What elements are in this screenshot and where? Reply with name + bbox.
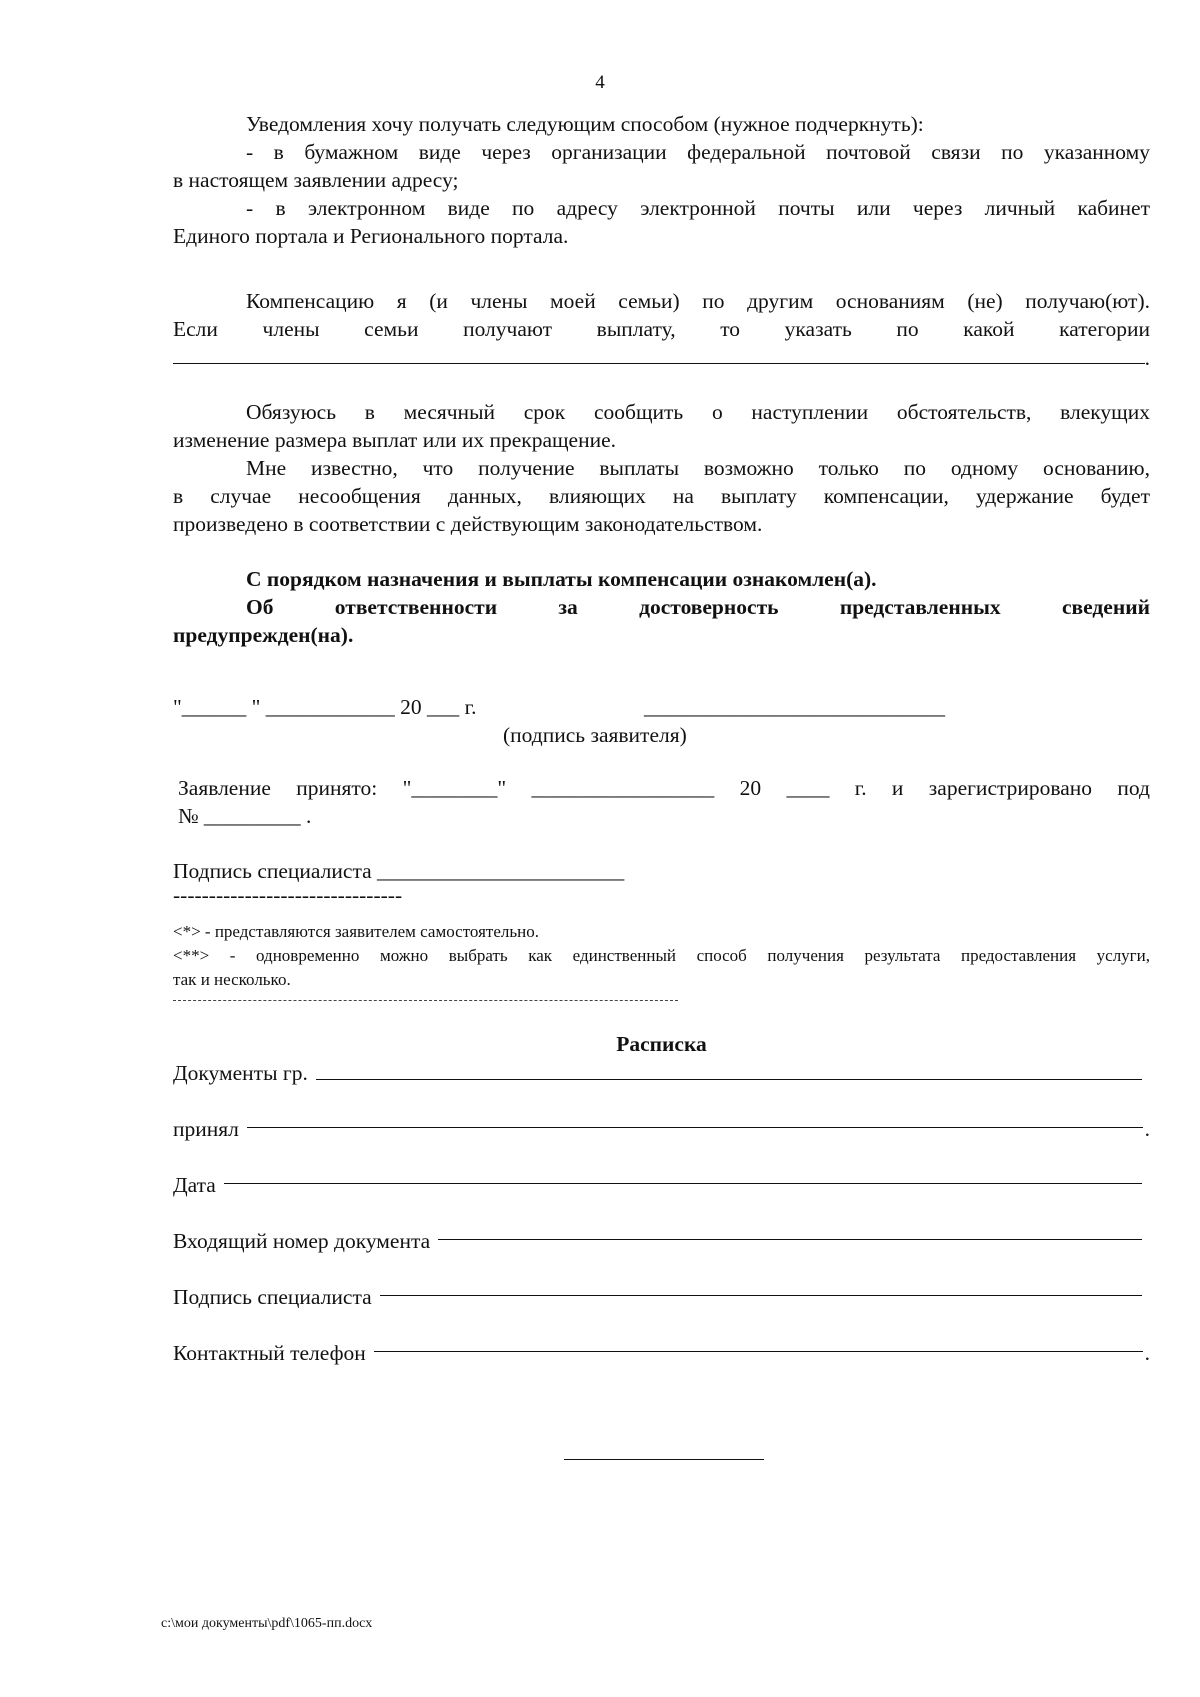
compensation-line-2: Если члены семьи получают выплату, то указать по какой категории <box>173 317 1150 341</box>
category-blank-end: . <box>1144 346 1150 370</box>
dashed-divider <box>173 1000 678 1001</box>
acknowledgement-line-3: предупрежден(на). <box>173 623 354 647</box>
receipt-field-row[interactable] <box>173 1254 1150 1310</box>
receipt-field-label: Документы гр. <box>173 1061 308 1085</box>
receipt-field-blank[interactable] <box>380 1273 1142 1296</box>
footnote-2: <**> - одновременно можно выбрать как единственный способ получения результата предоставления услуги, <box>173 946 1150 965</box>
receipt-section <box>173 1030 1150 1366</box>
notifications-section <box>173 110 1150 250</box>
obligation-p1-line2: изменение размера выплат или их прекращение. <box>173 428 617 452</box>
receipt-field-label: Контактный телефон <box>173 1341 366 1365</box>
receipt-field-blank[interactable] <box>224 1161 1142 1184</box>
receipt-field-blank[interactable] <box>316 1057 1142 1080</box>
receipt-title: Расписка <box>616 1032 707 1056</box>
receipt-field-tail: . <box>1144 1341 1150 1365</box>
application-accepted-section <box>173 774 1150 830</box>
notification-option-electronic: - в электронном виде по адресу электронной почты или через личный кабинет <box>246 196 1150 220</box>
signature-date-field[interactable]: "______ " ____________ 20 ___ г. <box>173 695 477 719</box>
obligations-section <box>173 398 1150 538</box>
accepted-line-1[interactable]: Заявление принято: "________" _________________ 20 ____ г. и зарегистрировано под <box>178 776 1150 800</box>
obligation-p1-line1: Обязуюсь в месячный срок сообщить о наступлении обстоятельств, влекущих <box>246 400 1150 424</box>
specialist-signature-section <box>173 857 1150 905</box>
compensation-section <box>173 287 1150 371</box>
signature-caption: (подпись заявителя) <box>503 723 687 747</box>
receipt-field-blank[interactable] <box>438 1217 1142 1240</box>
obligation-p2-line1: Мне известно, что получение выплаты возможно только по одному основанию, <box>246 456 1150 480</box>
receipt-field-label: Дата <box>173 1173 216 1197</box>
end-of-document-line <box>564 1459 764 1460</box>
acknowledgement-section <box>173 565 1150 649</box>
receipt-field-tail: . <box>1144 1117 1150 1141</box>
category-blank-line <box>173 345 1145 364</box>
footnote-1: <*> - представляются заявителем самостоятельно. <box>173 922 539 941</box>
footnote-bottom-divider <box>173 1000 678 1001</box>
receipt-field-blank[interactable] <box>247 1105 1143 1128</box>
receipt-field-row[interactable] <box>173 1086 1150 1142</box>
specialist-signature-field[interactable]: Подпись специалиста _______________________ <box>173 859 625 883</box>
footnotes-section <box>173 920 1150 992</box>
notifications-intro: Уведомления хочу получать следующим способом (нужное подчеркнуть): <box>246 112 924 136</box>
receipt-field-row[interactable] <box>173 1142 1150 1198</box>
acknowledgement-line-1: С порядком назначения и выплаты компенсации ознакомлен(а). <box>246 567 877 591</box>
receipt-fields <box>173 1058 1150 1366</box>
applicant-signature-row <box>173 693 1150 749</box>
receipt-field-label: принял <box>173 1117 239 1141</box>
receipt-field-row[interactable] <box>173 1058 1150 1086</box>
receipt-field-label: Подпись специалиста <box>173 1285 372 1309</box>
signature-blank[interactable]: ____________________________ <box>644 695 945 719</box>
receipt-field-row[interactable] <box>173 1198 1150 1254</box>
compensation-line-1: Компенсацию я (и члены моей семьи) по другим основаниям (не) получаю(ют). <box>246 289 1150 313</box>
acknowledgement-line-2: Об ответственности за достоверность представленных сведений <box>246 595 1150 619</box>
obligation-p2-line2: в случае несообщения данных, влияющих на выплату компенсации, удержание будет <box>173 484 1150 508</box>
notification-option-electronic-cont: Единого портала и Регионального портала. <box>173 224 569 248</box>
compensation-category-field[interactable] <box>173 343 1150 371</box>
footnote-3: так и несколько. <box>173 970 291 989</box>
footer-file-path: c:\мои документы\pdf\1065-пп.docx <box>161 1616 373 1631</box>
obligation-p2-line3: произведено в соответствии с действующим законодательством. <box>173 512 763 536</box>
notification-option-paper: - в бумажном виде через организации федеральной почтовой связи по указанному <box>246 140 1150 164</box>
accepted-line-2[interactable]: № _________ . <box>178 804 312 828</box>
notification-option-paper-cont: в настоящем заявлении адресу; <box>173 168 459 192</box>
receipt-field-row[interactable] <box>173 1310 1150 1366</box>
receipt-field-label: Входящий номер документа <box>173 1229 431 1253</box>
page-number: 4 <box>595 72 605 93</box>
footnote-separator: -------------------------------- <box>173 883 403 907</box>
receipt-field-blank[interactable] <box>374 1329 1143 1352</box>
